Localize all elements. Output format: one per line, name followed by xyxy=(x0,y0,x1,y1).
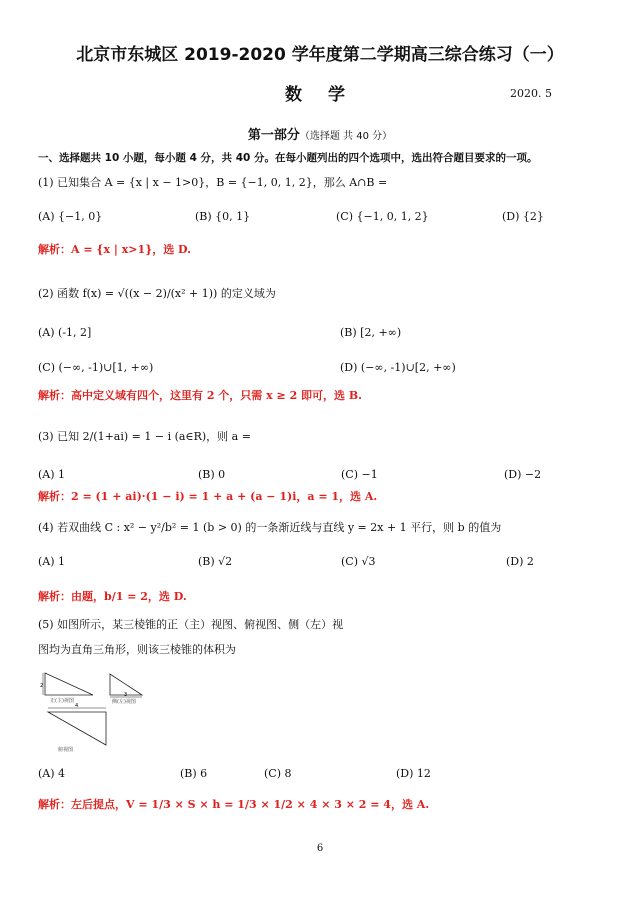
q1-stem: (1) 已知集合 A = {x | x − 1>0}，B = {−1, 0, 1, 2}，那么 A∩B = xyxy=(38,176,388,189)
side-view-label: 侧(左)视图 xyxy=(112,699,136,705)
q5-stem: (5) 如图所示，某三棱锥的正（主）视图、俯视图、侧（左）视 xyxy=(38,618,344,631)
top-view-triangle xyxy=(48,712,106,745)
side-view-dimension: 3 xyxy=(124,692,128,698)
q5-stem-continued: 图均为直角三角形，则该三棱锥的体积为 xyxy=(38,643,236,656)
q5-option-a: (A) 4 xyxy=(38,767,66,780)
q3-analysis: 解析：2 = (1 + ai)·(1 − i) = 1 + a + (a − 1)i，a = 1，选 A. xyxy=(38,490,378,503)
front-view-label: 正(主)视图 xyxy=(50,698,74,704)
section-title: 第一部分 xyxy=(247,128,300,143)
q2-option-d: (D) (−∞, -1)∪[2, +∞) xyxy=(340,361,456,374)
q5-option-b: (B) 6 xyxy=(180,767,208,780)
front-view-triangle xyxy=(45,673,93,695)
q5-analysis: 解析：左后提点，V = 1/3 × S × h = 1/3 × 1/2 × 4 × 3 × 2 = 4，选 A. xyxy=(38,798,430,811)
q3-option-a: (A) 1 xyxy=(38,468,66,481)
q2-analysis: 解析：高中定义域有四个，这里有 2 个，只需 x ≥ 2 即可，选 B. xyxy=(38,389,363,402)
q2-option-c: (C) (−∞, -1)∪[1, +∞) xyxy=(38,361,154,374)
q3-option-d: (D) −2 xyxy=(504,468,542,481)
top-view-label: 俯视图 xyxy=(58,747,74,753)
q1-option-d: (D) {2} xyxy=(502,210,544,223)
q4-option-a: (A) 1 xyxy=(38,555,66,568)
q1-analysis: 解析：A = {x | x>1}，选 D. xyxy=(38,243,192,256)
q4-stem: (4) 若双曲线 C : x² − y²/b² = 1 (b > 0) 的一条渐近线与直线 y = 2x + 1 平行，则 b 的值为 xyxy=(38,521,502,534)
q2-option-b: (B) [2, +∞) xyxy=(340,326,402,339)
section-heading xyxy=(0,124,640,143)
q4-option-c: (C) √3 xyxy=(341,555,376,568)
q4-analysis: 解析：由题，b/1 = 2，选 D. xyxy=(38,590,187,603)
q4-option-b: (B) √2 xyxy=(198,555,233,568)
q2-option-a: (A) (-1, 2] xyxy=(38,326,92,339)
q3-option-b: (B) 0 xyxy=(198,468,226,481)
section-instruction: 一、选择题共 10 小题，每小题 4 分，共 40 分。在每小题列出的四个选项中，选出符合题目要求的一项。 xyxy=(38,152,538,164)
q2-stem: (2) 函数 f(x) = √((x − 2)/(x² + 1)) 的定义域为 xyxy=(38,287,276,300)
front-view-dimension: 2 xyxy=(40,683,44,689)
page-number: 6 xyxy=(316,843,324,854)
q1-option-a: (A) {−1, 0} xyxy=(38,210,103,223)
top-view-dimension: 4 xyxy=(75,703,79,709)
q3-stem: (3) 已知 2/(1+ai) = 1 − i (a∈R)，则 a = xyxy=(38,430,251,443)
q1-option-b: (B) {0, 1} xyxy=(195,210,251,223)
q5-option-c: (C) 8 xyxy=(264,767,292,780)
section-note: （选择题 共 40 分） xyxy=(299,131,393,142)
document-title: 北京市东城区 2019-2020 学年度第二学期高三综合练习（一） xyxy=(76,45,564,65)
three-view-figure xyxy=(38,665,168,760)
exam-date: 2020. 5 xyxy=(510,87,552,100)
q5-option-d: (D) 12 xyxy=(396,767,431,780)
q4-option-d: (D) 2 xyxy=(506,555,534,568)
q1-option-c: (C) {−1, 0, 1, 2} xyxy=(336,210,429,223)
q3-option-c: (C) −1 xyxy=(341,468,378,481)
subject-title: 数 学 xyxy=(285,85,355,105)
